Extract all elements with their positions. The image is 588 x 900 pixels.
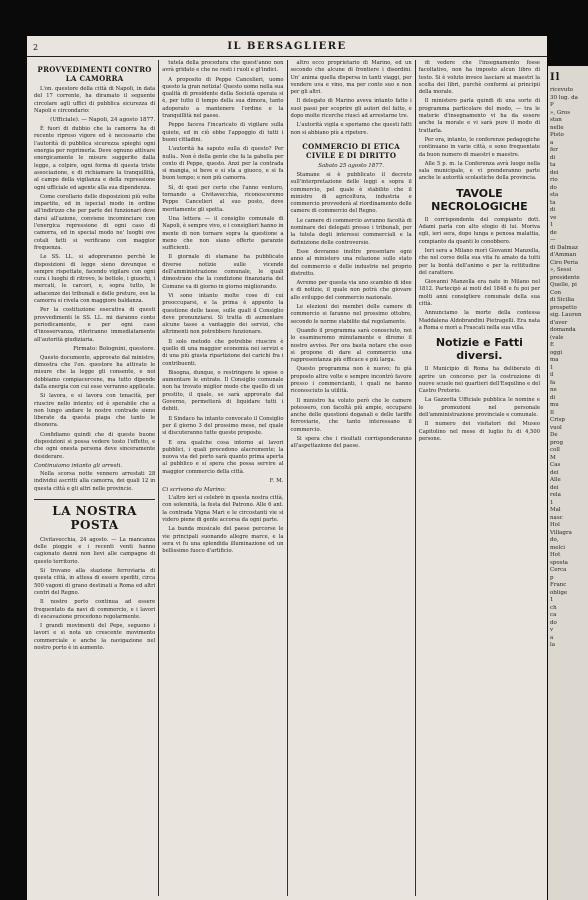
article-paragraph: Avremo per questa via uno scambio di idee e di notizie, il quale non potrà che giovare allo sviluppo del commercio nazionale. — [290, 280, 412, 301]
strip-text-line: la — [550, 642, 556, 648]
strip-text-line: ta — [550, 199, 556, 206]
article-signature: Firmato: Bolognini, questore. — [73, 345, 156, 352]
strip-text-line: De — [550, 432, 558, 438]
strip-text-line: E — [550, 342, 555, 348]
article-paragraph: di vedere che l'insegnamento fosse facoltativo, non ha imposto alcun libro di testo. Si è voluto invece lasciare ai maestri la scelta dei libri, purchè conformi ai principii della morale. — [418, 60, 540, 96]
strip-text-line: dei — [550, 169, 559, 176]
column-2 — [159, 60, 287, 896]
section-heading: LA NOSTRA POSTA — [34, 499, 155, 532]
strip-text-line: rio — [550, 177, 558, 183]
strip-text-line: (vale — [550, 334, 564, 341]
strip-text-line: presidente — [550, 274, 580, 281]
article-headline: COMMERCIO DI ETICA CIVILE E DI DIRITTO — [302, 141, 400, 160]
strip-text-line: a — [550, 634, 554, 641]
article-paragraph: Questo documento, approvato dal ministro, dimostra che l'on. questore ha attivato le misure che la legge gli consente, e noi dobbiamo compiacercene, ma tutto dipende dalla energia con cui esse verranno applicate. — [34, 354, 156, 390]
newspaper-title: IL BERSAGLIERE — [227, 41, 347, 52]
strip-text-line: di Sicilia — [550, 297, 575, 303]
article-paragraph: Stamane si è pubblicato il decreto sull'interpretazione delle leggi e sopra il commercio, pel quale è stabilito che il ministro di agricoltura, industria e commercio provvederà al riordinamento delle camere di commercio del Regno. — [290, 171, 412, 215]
article-paragraph: tutela della procedura che quest'anno non avrà gridato e che ne resti i ruoli e gl'indici. — [162, 60, 284, 74]
strip-text-line: 1 — [550, 499, 554, 506]
strip-text-line: 1 — [550, 597, 554, 603]
strip-text-line: ma — [550, 357, 559, 363]
article-paragraph: Come corollario delle disposizioni più volte impartite, ed in ispecial modo in ordine all'indirizzo che per parte dei funzionari deve darsi all'azione, conviene incominciare con l'energica repressione di ogni caso di camorra, ed in special modo ne' luoghi ove cotali fatti si verificano con maggior frequenza. — [34, 193, 156, 251]
strip-text-line: oggi — [550, 349, 563, 356]
article-paragraph: E ora qualche cosa intorno ai lavori pubblici, i quali procedono alacremente; la nuova via del porto sarà quanto prima aperta al pubblico e si spera che possa servire al maggior commercio della città. — [162, 439, 284, 475]
strip-text-line: Cas — [550, 462, 561, 468]
strip-text-line: oblige — [550, 589, 568, 596]
strip-text-line: — — [550, 237, 556, 243]
strip-text-line: 1 — [550, 222, 554, 228]
strip-text-line: Franc — [550, 582, 567, 588]
strip-text-line: nasc — [550, 514, 563, 521]
column-3 — [288, 60, 416, 896]
article-paragraph: Le elezioni dei membri delle camere di commercio si faranno nel prossimo ottobre, secondo le norme stabilite dal regolamento. — [290, 304, 412, 325]
strip-text-line: d'Amman — [550, 252, 577, 258]
strip-text-line: Cerca — [550, 567, 567, 573]
strip-text-line: a — [550, 139, 554, 146]
strip-text-line: fa — [550, 379, 556, 386]
article-paragraph: Per ora, intanto, le conferenze pedagogiche continuano in varie città, e sono frequentate da buon numero di maestri e maestre. — [418, 136, 540, 158]
article-paragraph: Il nostro porto continua ad essere frequentato da navi di commercio, e i lavori di escavazione procedono regolarmente. — [34, 599, 156, 620]
section-heading: TAVOLE NECROLOGICHE — [431, 186, 528, 213]
strip-text-line: melci — [550, 544, 566, 551]
article-paragraph: Nella scorsa notte vennero arrestati 28 individui ascritti alla camorra, dei quali 12 in questa città e gli altri nelle provincie. — [34, 470, 156, 492]
article-paragraph: Il Sindaco ha intanto convocato il Consiglio per il giorno 3 del prossimo mese, nel quale si discuteranno tutte queste proposte. — [162, 415, 284, 437]
article-paragraph: La Gazzetta Ufficiale pubblica le nomine e le promozioni nel personale dell'amministrazione provinciale e comunale. — [418, 397, 540, 418]
article-paragraph: L'autorità vigila e speriamo che questi fatti non si abbiano più a ripetere. — [290, 122, 412, 136]
strip-text-line: P — [550, 102, 554, 108]
article-signature: F. M. — [269, 478, 284, 485]
strip-text-line: di — [550, 207, 556, 213]
article-paragraph: Il ministro ha voluto però che le camere potessero, con facoltà più ampie, occuparsi anche delle questioni doganali e delle tariffe ferroviarie, che tanto interessano il commercio. — [290, 397, 412, 433]
article-paragraph: Vi sono intanto molte cose di cui preoccuparsi, e la prima è appunto la questione delle tasse, sulle quali il Consiglio deve pronunziarsi. Si tratta di aumentare alcune tasse a vantaggio dei servizi, che altrimenti non potrebbero funzionare. — [162, 292, 284, 336]
article-paragraph: Il solo metodo che potrebbe riuscire è quello di una maggior economia nei servizi e di una più giusta ripartizione dei carichi fra i contribuenti. — [162, 338, 284, 367]
article-paragraph: Giovanni Manzella era nato in Milano nel 1812. Partecipò ai moti del 1848 e fu poi per molti anni consigliere comunale della sua città. — [418, 279, 540, 308]
article-paragraph: L'autorità ha saputo sulla di questo? Per nulla.. Non è della gente che fa la gabella per conto di Peppe, questo. Anzi per la contrada si mangia, si beve e si sta a giuoco, e si fa buon tempo; e non più camorra. — [162, 146, 284, 182]
strip-text-line: 30 lug. da — [550, 94, 578, 101]
strip-text-line: Hot — [550, 552, 561, 558]
article-paragraph: Civitavecchia, 24 agosto. — La mancanza delle pioggie e i recenti venti hanno cagionato danni non lievi alle campagne di questo territorio. — [34, 536, 156, 565]
article-headline: PROVVEDIMENTI CONTRO LA CAMORRA — [37, 65, 152, 83]
adjacent-page-strip — [548, 66, 588, 900]
article-paragraph: Le camere di commercio avranno facoltà di nominare dei delegati presso i tribunali, per la tutela degli interessi commerciali e la definizione delle controversie. — [290, 217, 412, 246]
article-paragraph: Si trovano alla stazione ferroviaria di questa città, in attesa di essere spediti, circa 500 vagoni di grano destinati a Roma ed altri centri del Regno. — [34, 568, 156, 596]
article-intro: Ci scrivono da Marino: — [162, 487, 226, 494]
article-paragraph: Per la costituzione esecutiva di questi provvedimenti le SS. LL. mi daranno conto periodicamente, e per ogni caso d'inosservanza, riferiranno immediatamente all'autorità giudiziaria. — [34, 307, 156, 343]
article-paragraph: È fuori di dubbio che la camorra ha di recente ripreso vigore ed è necessario che l'autorità di pubblica sicurezza spieghi ogni energia per reprimerla. Deve ognuno attivare energicamente le misure suggerite dalla legge, a colpire, ogni forma di questa triste associazione, e di richiamare la tranquillità, al campo della vigilanza e della repressione ogni ufficiale ed agente alla sua dipendenza. — [34, 126, 156, 191]
strip-text-line: ch — [550, 604, 557, 611]
strip-text-line: M — [550, 454, 556, 461]
strip-text-line: prospetto — [550, 304, 577, 311]
strip-text-line: Con — [550, 289, 562, 296]
strip-text-line: ve — [550, 214, 557, 221]
article-paragraph: Bisogna, dunque, o restringere le spese o aumentare le entrate. Il Consiglio comunale non ha trovato miglior modo che quello di un prestito, il quale, se sarà approvato dal Governo, permetterà di liquidare tutti i debiti. — [162, 369, 284, 413]
strip-text-line: di — [550, 394, 556, 401]
strip-text-line: sig. Lauren — [550, 312, 582, 318]
section-heading: Notizie e Fatti diversi. — [435, 336, 523, 363]
strip-text-line: d'aver — [550, 319, 568, 326]
article-paragraph: Annunciamo la morte della contessa Maddalena Aldobrandini Pietragelli. Era nata a Roma e morì a Frascati nella sua villa. — [418, 310, 540, 331]
strip-text-line: sposta — [550, 559, 568, 566]
strip-text-line: ne — [550, 387, 557, 393]
article-paragraph: Confidiamo quindi che di queste buone disposizioni si possa vedere tosto l'effetto, e che ogni onesta persona deve sinceramente desiderare. — [34, 431, 156, 460]
strip-text-line: di — [550, 154, 556, 161]
column-4 — [416, 60, 543, 896]
article-paragraph: Alle 5 p. m. la Conferenza avrà luogo nella sala municipale, e vi prenderanno parte anche le autorità scolastiche della provincia. — [418, 160, 540, 182]
article-signature: (Ufficiale). — Napoli, 24 agosto 1877. — [50, 117, 156, 124]
strip-text-line: rela — [550, 492, 561, 498]
strip-text-line: Mal — [550, 507, 561, 513]
strip-text-line: mu — [550, 402, 559, 408]
strip-text-line: Pisto — [550, 132, 564, 138]
strip-text-line: nelle — [550, 124, 564, 131]
article-paragraph: Il giornale di stamane ha pubblicato diverse notizie sulle vicende dell'amministrazione comunale, le quali dimostrano che la condizione finanziaria del Comune va di giorno in giorno migliorando. — [162, 254, 284, 290]
strip-text-line: Il — [550, 409, 554, 416]
strip-text-line: ta — [550, 162, 556, 168]
article-intro: Continuiamo intanto gli arresti. — [34, 462, 123, 469]
strip-text-line: ca — [550, 612, 557, 618]
masthead — [27, 40, 547, 57]
strip-text-line: prog — [550, 439, 563, 446]
strip-text-line: 1 — [550, 364, 554, 371]
article-paragraph: L'altro ieri si celebrò in questa nostra città, con solennità, la festa del Patrono. Alle 6 ant. la contrada Vigna Mari e le circostanti vie si videro piene di gente accorsa da ogni parte. — [162, 495, 284, 523]
strip-text-line: do — [550, 184, 557, 191]
article-paragraph: L'on. questore della città di Napoli, in data del 17 corrente, ha diramato il seguente circolare agli uffici di pubblica sicurezza di Napoli e circondario: — [34, 86, 156, 114]
adjacent-page-heading: Il — [550, 72, 561, 83]
strip-text-line: fer — [550, 147, 558, 153]
strip-text-line: p — [550, 574, 554, 581]
article-paragraph: Il corrispondente del compianto dott. Adami parla con alto elogio di lui. Moriva egli, ieri sera, dopo lunga e penosa malattia, compianto da quanti lo conobbero. — [418, 216, 540, 245]
article-paragraph: Le SS. LL. si adopreranno perchè le disposizioni di legge sieno dovunque e sempre rispettate, facendo vigilare con ogni cura i luoghi di ritrovo, le bettole, i giuochi, i mercati, le carceri, e, sopra tutto, le adiacenze dei tribunali e delle preture, ove la camorra si rivela con maggiore baldanza. — [34, 254, 156, 305]
article-paragraph: Il delegato di Marino aveva intanto fatto i suoi passi per scoprire gli autori del fatto, e dopo molte ricerche riuscì ad arrestarne tre. — [290, 98, 412, 120]
article-paragraph: Peppe faceva l'incaricato di vigilare sulla quiete, ed in ciò ebbe l'appoggio di tutti i buoni cittadini. — [162, 122, 284, 143]
article-paragraph: I grandi movimenti del Pepe, seguono i lavori e si nota un crescente movimento commerciale e anche la navigazione nel nostro porto è in aumento. — [34, 623, 156, 651]
strip-text-line: dei — [550, 484, 559, 491]
strip-text-line: Alle — [550, 477, 561, 483]
article-paragraph: Il ministero parla quindi di una sorte di programma particolare del modo, — tra le materie d'insegnamento vi ha da essere anche la morale e vi sarà pure il modo di trattarla. — [418, 98, 540, 134]
strip-text-line: di Dalmaz — [550, 244, 578, 251]
strip-text-line: vuol — [550, 424, 562, 431]
article-paragraph: A proposito di Peppe Cancelieri, uomo questo la gran notizia! Questo uomo nella sua qualità di presidente della Società operaia si è, per tutto il tempo della sua dimora, tanto adoperato a mantenere l'ordine e la tranquillità nel paese. — [162, 76, 284, 120]
strip-text-line: ricevuto — [550, 87, 573, 93]
article-paragraph: La banda musicale del paese percorse le vie principali suonando allegre marce, e la sera vi fu una splendida illuminazione ed un bellissimo fuoco d'artificio. — [162, 526, 284, 555]
article-paragraph: Esse dovranno inoltre presentare ogni anno al ministero una relazione sullo stato del commercio e delle industrie nel proprio distretto. — [290, 248, 412, 277]
strip-text-line: », Gros — [550, 109, 571, 116]
strip-text-line: do, — [550, 537, 559, 543]
strip-text-line: v — [550, 627, 554, 633]
strip-text-line: il — [550, 372, 554, 378]
article-paragraph: Il Municipio di Roma ha deliberato di aprire un concorso per la costruzione di nuove scuole nei quartieri dell'Esquilino e del Castro Pretorio. — [418, 366, 540, 395]
strip-text-line: coll — [550, 447, 560, 453]
text-columns — [31, 60, 543, 896]
strip-text-line: dei — [550, 469, 559, 476]
strip-text-line: Crisp — [550, 417, 565, 423]
strip-text-line: domanda — [550, 327, 576, 333]
strip-text-line: », Sessi — [550, 267, 572, 273]
column-1 — [31, 60, 159, 896]
strip-text-line: stan — [550, 117, 562, 123]
page-number: 2 — [33, 43, 39, 52]
article-dateline: Sabato 25 agosto 1877. — [318, 162, 385, 169]
strip-text-line: de — [550, 229, 557, 236]
strip-text-line: sta — [550, 192, 559, 198]
article-paragraph: Sì, di quei per certo che l'anno venturo, tornando a Civitavecchia, riconosceremo Peppe Cancelieri al suo posto, dove meritamente gli spetta. — [162, 184, 284, 213]
article-paragraph: Il numero dei visitatori del Museo Capitolino nel mese di luglio fu di 4,500 persone. — [418, 421, 540, 442]
article-paragraph: Una lettera — il consiglio comunale di Napoli, è sempre vivo, e i consiglieri hanno in mente di non tornare sopra la questione a meno che non siano offerte garanzie sufficienti. — [162, 215, 284, 252]
strip-text-line: Quelle, pi — [550, 282, 577, 288]
article-paragraph: Questo programma non è nuovo; fu già proposto altre volte e sempre incontrò favore presso i commercianti, i quali ne hanno riconosciuto la utilità. — [290, 366, 412, 395]
strip-text-line: Hol — [550, 522, 560, 528]
article-paragraph: altro ecco proprietario di Marino, ed un secondo che alcune di frontiere i disordini. Un' anima quella dispersa in tanti viaggi, per vendere uva e vino, ma per conto suo e non per gli altri. — [290, 60, 412, 96]
strip-text-line: do — [550, 619, 557, 626]
strip-text-line: Villagra — [550, 529, 572, 536]
newspaper-page — [27, 36, 547, 900]
article-paragraph: Si spera che i risultati corrisponderanno all'aspettazione del paese. — [290, 436, 412, 450]
strip-text-line: Ciro Peria — [550, 259, 579, 266]
article-paragraph: Ieri sera a Milano morì Giovanni Manzella, che nel corso della sua vita fu amato da tutti per la bontà dell'animo e per la rettitudine del carattere. — [418, 247, 540, 276]
article-paragraph: Si lavora, e si lavora con tenacità, per riuscire nello intento; ed è sperabile che a non lungo andare le nostre contrade sieno liberate da questa piaga che tanto le disonora. — [34, 393, 156, 429]
article-paragraph: Quando il programma sarà conosciuto, noi lo esamineremo minutamente e diremo il nostro avviso. Per ora basta notare che esso si propone di dare al commercio una rappresentanza più efficace e più larga. — [290, 327, 412, 364]
